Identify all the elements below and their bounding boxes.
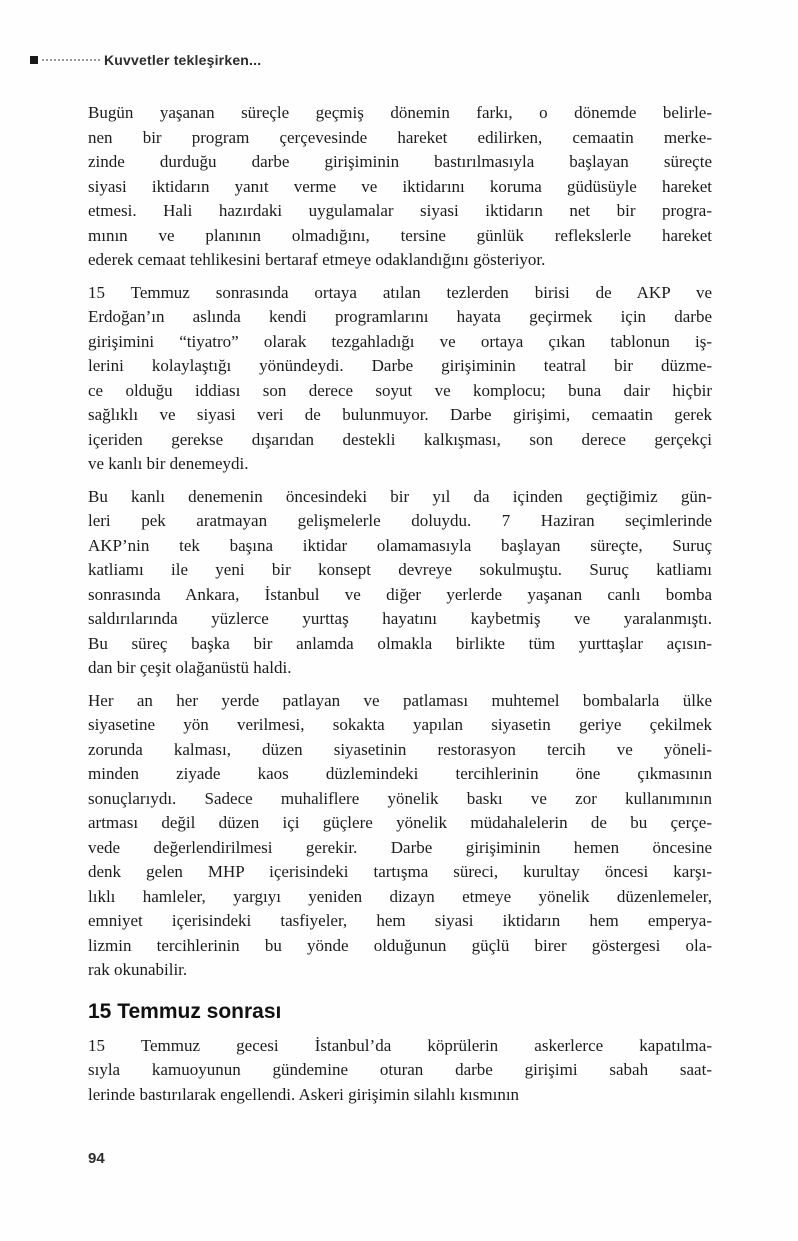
chapter-title: Kuvvetler tekleşirken... <box>104 52 262 68</box>
paragraph <box>88 689 712 983</box>
paragraph <box>88 281 712 477</box>
text-line: leri pek aratmayan gelişmelerle doluydu. 7 Haziran seçimlerinde <box>88 511 712 530</box>
text-line: siyasetine yön verilmesi, sokakta yapılan siyasetin geriye çekilmek <box>88 715 712 734</box>
section-heading: 15 Temmuz sonrası <box>88 999 282 1023</box>
text-blocks <box>88 101 712 1107</box>
text-line: Bugün yaşanan süreçle geçmiş dönemin farkı, o dönemde belirle- <box>88 103 712 122</box>
text-line: AKP’nin tek başına iktidar olamamasıyla başlayan süreçte, Suruç <box>88 535 712 555</box>
text-line: Her an her yerde patlayan ve patlaması muhtemel bombalarla ülke <box>88 690 712 710</box>
text-line: vede değerlendirilmesi gerekir. Darbe girişiminin hemen öncesine <box>88 837 712 857</box>
text-line: katliamı ile yeni bir konsept devreye sokulmuştu. Suruç katliamı <box>88 560 712 579</box>
text-line: zorunda kalması, düzen siyasetinin restorasyon tercih ve yöneli- <box>88 739 712 759</box>
text-line: artması değil düzen içi güçlere yönelik müdahalelerin de bu çerçe- <box>88 813 712 832</box>
text-line: zinde durduğu darbe girişiminin bastırılmasıyla başlayan süreçte <box>88 152 712 171</box>
text-line: 15 Temmuz gecesi İstanbul’da köprülerin askerlerce kapatılma- <box>88 1035 712 1055</box>
text-line: sonuçlarıydı. Sadece muhaliflere yönelik baskı ve zor kullanımının <box>88 788 712 808</box>
text-line: Bu süreç başka bir anlamda olmakla birlikte tüm yurttaşlar açısın- <box>88 633 712 653</box>
text-line: lizmin tercihlerinin bu yönde olduğunun güçlü birer göstergesi ola- <box>88 935 712 955</box>
text-line: 15 Temmuz sonrasında ortaya atılan tezlerden birisi de AKP ve <box>88 282 712 302</box>
text-line: Erdoğan’ın aslında kendi programlarını hayata geçirmek için darbe <box>88 307 712 326</box>
text-line: sağlıklı ve siyasi veri de bulunmuyor. Darbe girişimi, cemaatin gerek <box>88 405 712 424</box>
text-line: saldırılarında yüzlerce yurttaş hayatını kaybetmiş ve yaralanmıştı. <box>88 609 712 628</box>
text-line: mının ve planının olmadığını, tersine günlük reflekslerle hareket <box>88 225 712 245</box>
text-line: sonrasında Ankara, İstanbul ve diğer yerlerde yaşanan canlı bomba <box>88 584 712 604</box>
text-line: emniyet içerisindeki tasfiyeler, hem siyasi iktidarın hem emperya- <box>88 911 712 930</box>
paragraph <box>88 485 712 681</box>
text-line: girişimini “tiyatro” olarak tezgahladığı ve ortaya çıkan tablonun iş- <box>88 331 712 351</box>
text-line: ce olduğu iddiası son derece soyut ve komplocu; buna dair hiçbir <box>88 380 712 400</box>
text-line: rak okunabilir. <box>88 960 188 979</box>
paragraph <box>88 101 712 273</box>
running-header <box>30 52 261 68</box>
text-line: lerini kolaylaştığı yönündeydi. Darbe girişiminin teatral bir düzme- <box>88 356 712 375</box>
page-number: 94 <box>88 1150 105 1167</box>
text-line: minden ziyade kaos düzlemindeki tercihlerinin öne çıkmasının <box>88 764 712 783</box>
text-line: Bu kanlı denemenin öncesindeki bir yıl da içinden geçtiğimiz gün- <box>88 486 712 506</box>
text-line: ve kanlı bir denemeydi. <box>88 454 249 473</box>
text-line: lıklı hamleler, yargıyı yeniden dizayn etmeye yönelik düzenlemeler, <box>88 886 712 906</box>
text-line: nen bir program çerçevesinde hareket edilirken, cemaatin merke- <box>88 127 712 147</box>
text-line: sıyla kamuoyunun gündemine oturan darbe girişimi sabah saat- <box>88 1060 712 1079</box>
header-dotted-leader <box>42 59 100 61</box>
text-line: ederek cemaat tehlikesini bertaraf etmeye odaklandığını gösteriyor. <box>88 250 546 269</box>
text-line: lerinde bastırılarak engellendi. Askeri girişimin silahlı kısmının <box>88 1084 520 1104</box>
text-line: siyasi iktidarın yanıt verme ve iktidarını koruma güdüsüyle hareket <box>88 176 712 196</box>
text-line: etmesi. Hali hazırdaki uygulamalar siyasi iktidarın net bir progra- <box>88 201 712 220</box>
text-line: denk gelen MHP içerisindeki tartışma süreci, kurultay öncesi karşı- <box>88 862 712 881</box>
paragraph <box>88 1034 712 1108</box>
text-line: içeriden gerekse dışarıdan destekli kalkışması, son derece gerçekçi <box>88 429 712 449</box>
text-line: dan bir çeşit olağanüstü haldi. <box>88 658 292 677</box>
header-square-bullet-icon <box>30 56 38 64</box>
body-text-column <box>88 101 712 1115</box>
